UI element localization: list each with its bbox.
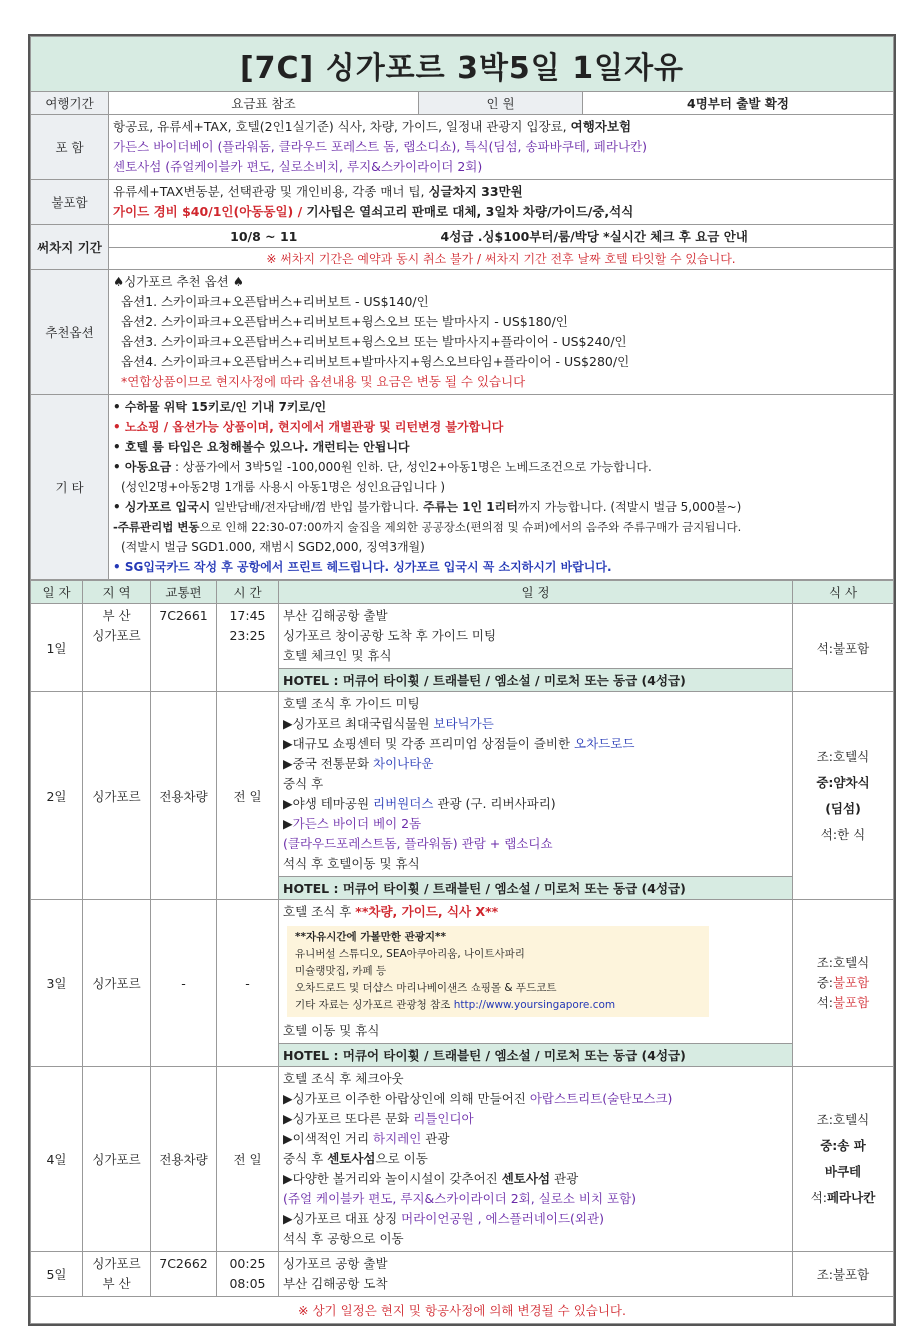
day2-gardens: 가든스 바이더 베이 2돔 — [292, 816, 422, 831]
day5-it1: 싱가포르 공항 출발 — [283, 1256, 388, 1271]
etc-entry-ban: 일반담배/전자담배/껌 반입 불가합니다. — [210, 500, 419, 514]
itinerary-sheet — [28, 34, 896, 1326]
etc-entry-label: • 싱가포르 입국시 — [113, 500, 211, 514]
etc-liquor-penalty: (적발시 벌금 SGD1.000, 재범시 SGD2,000, 징역3개월) — [121, 540, 425, 554]
day4-sentosa: 센토사섬 — [327, 1151, 376, 1166]
include-label: 포 함 — [31, 115, 109, 180]
day1-row — [31, 604, 894, 669]
day1-it2: 싱가포르 창이공항 도착 후 가이드 미팅 — [283, 628, 497, 643]
day2-riverwonders: 리버원더스 — [373, 796, 434, 811]
day4-it2: ▶싱가포르 이주한 아랍상인에 의해 만들어진 — [283, 1091, 530, 1106]
exclude-single-charge: 싱글차지 33만원 — [428, 184, 523, 199]
day2-it9: 석식 후 호텔이동 및 휴식 — [283, 856, 420, 871]
day2-hotel: HOTEL : 머큐어 타이휫 / 트래블틴 / 엠소설 / 미로처 또는 동급 (4성급) — [279, 877, 793, 900]
day2-it4: ▶중국 전통문화 — [283, 756, 374, 771]
day3-it2: 호텔 이동 및 휴식 — [283, 1023, 380, 1038]
day3-breakfast: 조:호텔식 — [816, 955, 870, 970]
day3-time: - — [217, 900, 279, 1067]
exclude-content — [109, 180, 894, 225]
etc-child-label: • 아동요금 — [113, 460, 172, 474]
day1-itinerary — [279, 604, 793, 669]
day4-it9: 석식 후 공항으로 이동 — [283, 1231, 404, 1246]
day1-flight — [151, 604, 217, 692]
option-item: 옵션1. 스카이파크+오픈탑버스+리버보트 - US$140/인 — [121, 294, 429, 309]
day3-it1: 호텔 조식 후 — [283, 904, 356, 919]
day1-region — [83, 604, 151, 692]
day4-time: 전 일 — [217, 1067, 279, 1252]
free-box-line: 유니버설 스튜디오, SEA아쿠아리움, 나이트사파리 — [295, 948, 525, 960]
day3-label: 3일 — [31, 900, 83, 1067]
day4-breakfast: 조:호텔식 — [816, 1112, 870, 1127]
day4-it6-tail: 관광 — [550, 1171, 579, 1186]
col-transport: 교통편 — [151, 581, 217, 604]
day1-meal: 석:불포함 — [793, 604, 894, 692]
day2-it1: 호텔 조식 후 가이드 미팅 — [283, 696, 420, 711]
day4-it6: ▶다양한 볼거리와 놀이시설이 갖추어진 — [283, 1171, 502, 1186]
day4-lunch-note: 바쿠테 — [824, 1164, 862, 1179]
col-itinerary: 일 정 — [279, 581, 793, 604]
include-insurance: 여행자보험 — [570, 119, 632, 134]
day4-transport: 전용차량 — [151, 1067, 217, 1252]
day4-it5-tail: 으로 이동 — [375, 1151, 428, 1166]
day1-region-from: 부 산 — [102, 608, 131, 623]
option-item: 옵션2. 스카이파크+오픈탑버스+리버보트+윙스오브 또는 발마사지 - US$180/인 — [121, 314, 568, 329]
day4-it3: ▶싱가포르 또다른 문화 — [283, 1111, 414, 1126]
etc-liquor-fine: 까지 가능합니다. (적발시 벌금 5,000불~) — [517, 500, 742, 514]
option-item: 옵션4. 스카이파크+오픈탑버스+리버보트+발마사지+윙스오브타임+플라이어 - US$280/인 — [121, 354, 630, 369]
pax-label: 인 원 — [419, 92, 583, 115]
day4-itinerary — [279, 1067, 793, 1252]
day4-merlion: 머라이언공원 , 에스플러네이드(외관) — [401, 1211, 604, 1226]
day5-label: 5일 — [31, 1252, 83, 1297]
exclude-line1: 유류세+TAX변동분, 선택관광 및 개인비용, 각종 매너 팁, — [113, 184, 425, 199]
day3-hotel: HOTEL : 머큐어 타이휫 / 트래블틴 / 엠소설 / 미로처 또는 동급 (4성급) — [279, 1044, 793, 1067]
day2-dinner: 석:한 식 — [820, 826, 866, 842]
etc-liquor-limit: 주류는 1인 1리터 — [419, 500, 518, 514]
day5-region — [83, 1252, 151, 1297]
day1-label: 1일 — [31, 604, 83, 692]
day2-row — [31, 692, 894, 877]
period-value: 요금표 참조 — [109, 92, 419, 115]
day2-it5: 중식 후 — [283, 776, 324, 791]
day4-it8: ▶싱가포르 대표 상징 — [283, 1211, 402, 1226]
page-title: [7C] 싱가포르 3박5일 1일자유 — [31, 37, 894, 92]
include-content — [109, 115, 894, 180]
day4-dinner-label: 석: — [810, 1190, 827, 1205]
day5-flight — [151, 1252, 217, 1297]
day4-it4-tail: 관광 — [421, 1131, 450, 1146]
day4-arab-street: 아랍스트리트(술탄모스크) — [529, 1091, 673, 1106]
etc-label: 기 타 — [31, 395, 109, 580]
day3-lunch-label: 중: — [816, 975, 834, 990]
day2-it6: ▶야생 테마공원 — [283, 796, 374, 811]
col-time: 시 간 — [217, 581, 279, 604]
free-box-line: 미슐랭맛집, 카페 등 — [295, 965, 387, 977]
surcharge-dates: 10/8 ~ 11 — [109, 225, 419, 248]
surcharge-info: 4성급 .싱$100부터/룸/박당 *실시간 체크 후 요금 안내 — [419, 225, 894, 248]
option-item: 옵션3. 스카이파크+오픈탑버스+리버보트+윙스오브 또는 발마사지+플라이어 - US$240/인 — [121, 334, 627, 349]
etc-noshopping: • 노쇼핑 / 옵션가능 상품이며, 현지에서 개별관광 및 리턴변경 불가합니다 — [113, 420, 504, 434]
day2-time: 전 일 — [217, 692, 279, 900]
options-content — [109, 270, 894, 395]
day1-it3: 호텔 체크인 및 휴식 — [283, 648, 392, 663]
day4-region: 싱가포르 — [83, 1067, 151, 1252]
day2-breakfast: 조:호텔식 — [816, 748, 870, 764]
col-meal: 식 사 — [793, 581, 894, 604]
day1-time-arrive: 23:25 — [229, 628, 266, 643]
free-box-title: **자유시간에 가볼만한 관광지** — [295, 931, 446, 943]
surcharge-label: 써차지 기간 — [31, 225, 109, 270]
exclude-guide-fee: 가이드 경비 $40/1인(아동동일) / — [113, 204, 303, 219]
schedule-table — [30, 580, 894, 1324]
day2-itinerary — [279, 692, 793, 877]
etc-liquor-law: -주류관리법 변동 — [113, 520, 200, 534]
day1-time-depart: 17:45 — [229, 608, 266, 623]
day2-it8: (클라우드포레스트돔, 플라워돔) 관람 + 랩소디쇼 — [283, 836, 553, 851]
day1-region-to: 싱가포르 — [92, 628, 141, 643]
summary-table — [30, 36, 894, 580]
day5-time — [217, 1252, 279, 1297]
period-label: 여행기간 — [31, 92, 109, 115]
etc-liquor-law-detail: 으로 인해 22:30-07:00까지 술집을 제외한 공공장소(편의점 및 슈퍼)에서의 음주와 주류구매가 금지됩니다. — [199, 520, 742, 534]
day3-row — [31, 900, 894, 1044]
day1-it1: 부산 김해공항 출발 — [283, 608, 388, 623]
etc-child-note: (성인2명+아동2명 1개룸 사용시 아동1명은 성인요금입니다 ) — [121, 480, 446, 494]
day2-region: 싱가포르 — [83, 692, 151, 900]
day2-lunch-note: (딤섬) — [825, 800, 861, 816]
day4-row — [31, 1067, 894, 1252]
pax-value: 4명부터 출발 확정 — [583, 92, 894, 115]
day4-it1: 호텔 조식 후 체크아웃 — [283, 1071, 404, 1086]
day5-row — [31, 1252, 894, 1297]
day1-flight-no: 7C2661 — [159, 608, 208, 623]
day2-meal — [793, 692, 894, 900]
options-label: 추천옵션 — [31, 270, 109, 395]
day2-chinatown: 차이나타운 — [373, 756, 434, 771]
exclude-driver-tip: 기사팁은 열쇠고리 판매로 대체, 3일차 차량/가이드/중,석식 — [306, 204, 634, 219]
day4-it5: 중식 후 — [283, 1151, 328, 1166]
include-line3: 센토사섬 (쥬얼케이블카 편도, 실로소비치, 루지&스카이라이더 2회) — [113, 159, 483, 174]
day5-it2: 부산 김해공항 도착 — [283, 1276, 388, 1291]
day4-dinner: 페라나칸 — [826, 1190, 876, 1205]
day4-it7: (쥬얼 케이블카 편도, 루지&스카이라이더 2회, 실로소 비치 포함) — [283, 1191, 637, 1206]
etc-child-fee: : 상품가에서 3박5일 -100,000원 인하. 단, 성인2+아동1명은 노베드조건으로 가능합니다. — [171, 460, 652, 474]
day2-it2: ▶싱가포르 최대국립식물원 — [283, 716, 434, 731]
surcharge-notice: ※ 써차지 기간은 예약과 동시 취소 불가 / 써차지 기간 전후 날짜 호텔 타잇할 수 있습니다. — [109, 248, 894, 270]
day5-meal: 조:불포함 — [793, 1252, 894, 1297]
include-line1: 항공료, 유류세+TAX, 호텔(2인1실기준) 식사, 차량, 가이드, 일정내 관광지 입장료, — [113, 119, 567, 134]
free-box-line: 기타 자료는 싱가포르 관광청 참조 — [295, 999, 454, 1011]
day5-time-depart: 00:25 — [229, 1256, 266, 1271]
day2-it3: ▶대규모 쇼핑센터 및 각종 프리미엄 상점들이 즐비한 — [283, 736, 575, 751]
day2-orchard: 오차드로드 — [574, 736, 635, 751]
day2-it7: ▶ — [283, 816, 293, 831]
day3-free-note: **차량, 가이드, 식사 X** — [355, 904, 499, 919]
day1-hotel: HOTEL : 머큐어 타이휫 / 트래블틴 / 엠소설 / 미로처 또는 동급 (4성급) — [279, 669, 793, 692]
day2-it6-tail: 관광 (구. 리버사파리) — [433, 796, 556, 811]
day2-lunch: 중:얌차식 — [816, 774, 870, 790]
day3-lunch: 불포함 — [833, 975, 870, 990]
day4-meal — [793, 1067, 894, 1252]
day4-label: 4일 — [31, 1067, 83, 1252]
day5-region-to: 부 산 — [102, 1276, 131, 1291]
exclude-label: 불포함 — [31, 180, 109, 225]
day5-itinerary — [279, 1252, 793, 1297]
day3-itinerary — [279, 900, 793, 1044]
day1-time — [217, 604, 279, 692]
free-time-box — [287, 926, 709, 1017]
include-line2: 가든스 바이더베이 (플라워돔, 클라우드 포레스트 돔, 랩소디쇼), 특식(딤섬, 송파바쿠테, 페라나칸) — [113, 139, 647, 154]
day4-it4: ▶이색적인 거리 — [283, 1131, 374, 1146]
day3-region: 싱가포르 — [83, 900, 151, 1067]
day5-flight-no: 7C2662 — [159, 1256, 208, 1271]
day3-transport: - — [151, 900, 217, 1067]
etc-baggage: • 수하물 위탁 15키로/인 기내 7키로/인 — [113, 400, 327, 414]
day2-botanic: 보타닉가든 — [433, 716, 494, 731]
footer-notice: ※ 상기 일정은 현지 및 항공사정에 의해 변경될 수 있습니다. — [31, 1297, 894, 1324]
day3-meal — [793, 900, 894, 1067]
day2-transport: 전용차량 — [151, 692, 217, 900]
day5-time-arrive: 08:05 — [229, 1276, 266, 1291]
etc-room-type: • 호텔 룸 타입은 요청해볼수 있으나. 개런티는 안됩니다 — [113, 440, 410, 454]
day4-haji-lane: 하지레인 — [373, 1131, 422, 1146]
day3-dinner: 불포함 — [833, 995, 870, 1010]
options-note: *연합상품이므로 현지사정에 따라 옵션내용 및 요금은 변동 될 수 있습니다 — [121, 374, 526, 389]
tourism-board-link[interactable]: http://www.yoursingapore.com — [453, 999, 616, 1011]
free-box-line: 오차드로드 및 더샵스 마리나베이샌즈 쇼핑몰 & 푸드코트 — [295, 982, 557, 994]
col-day: 일 자 — [31, 581, 83, 604]
day5-region-from: 싱가포르 — [92, 1256, 141, 1271]
etc-content — [109, 395, 894, 580]
col-region: 지 역 — [83, 581, 151, 604]
day3-dinner-label: 석: — [816, 995, 834, 1010]
etc-arrival-card: • SG입국카드 작성 후 공항에서 프린트 헤드립니다. 싱가포르 입국시 꼭 소지하시기 바랍니다. — [113, 560, 612, 574]
options-header: ♠싱가포르 추천 옵션 ♠ — [113, 274, 244, 289]
day4-little-india: 리틀인디아 — [413, 1111, 474, 1126]
day4-lunch: 중:송 파 — [820, 1138, 866, 1153]
day4-sentosa-tour: 센토사섬 — [501, 1171, 551, 1186]
day2-label: 2일 — [31, 692, 83, 900]
